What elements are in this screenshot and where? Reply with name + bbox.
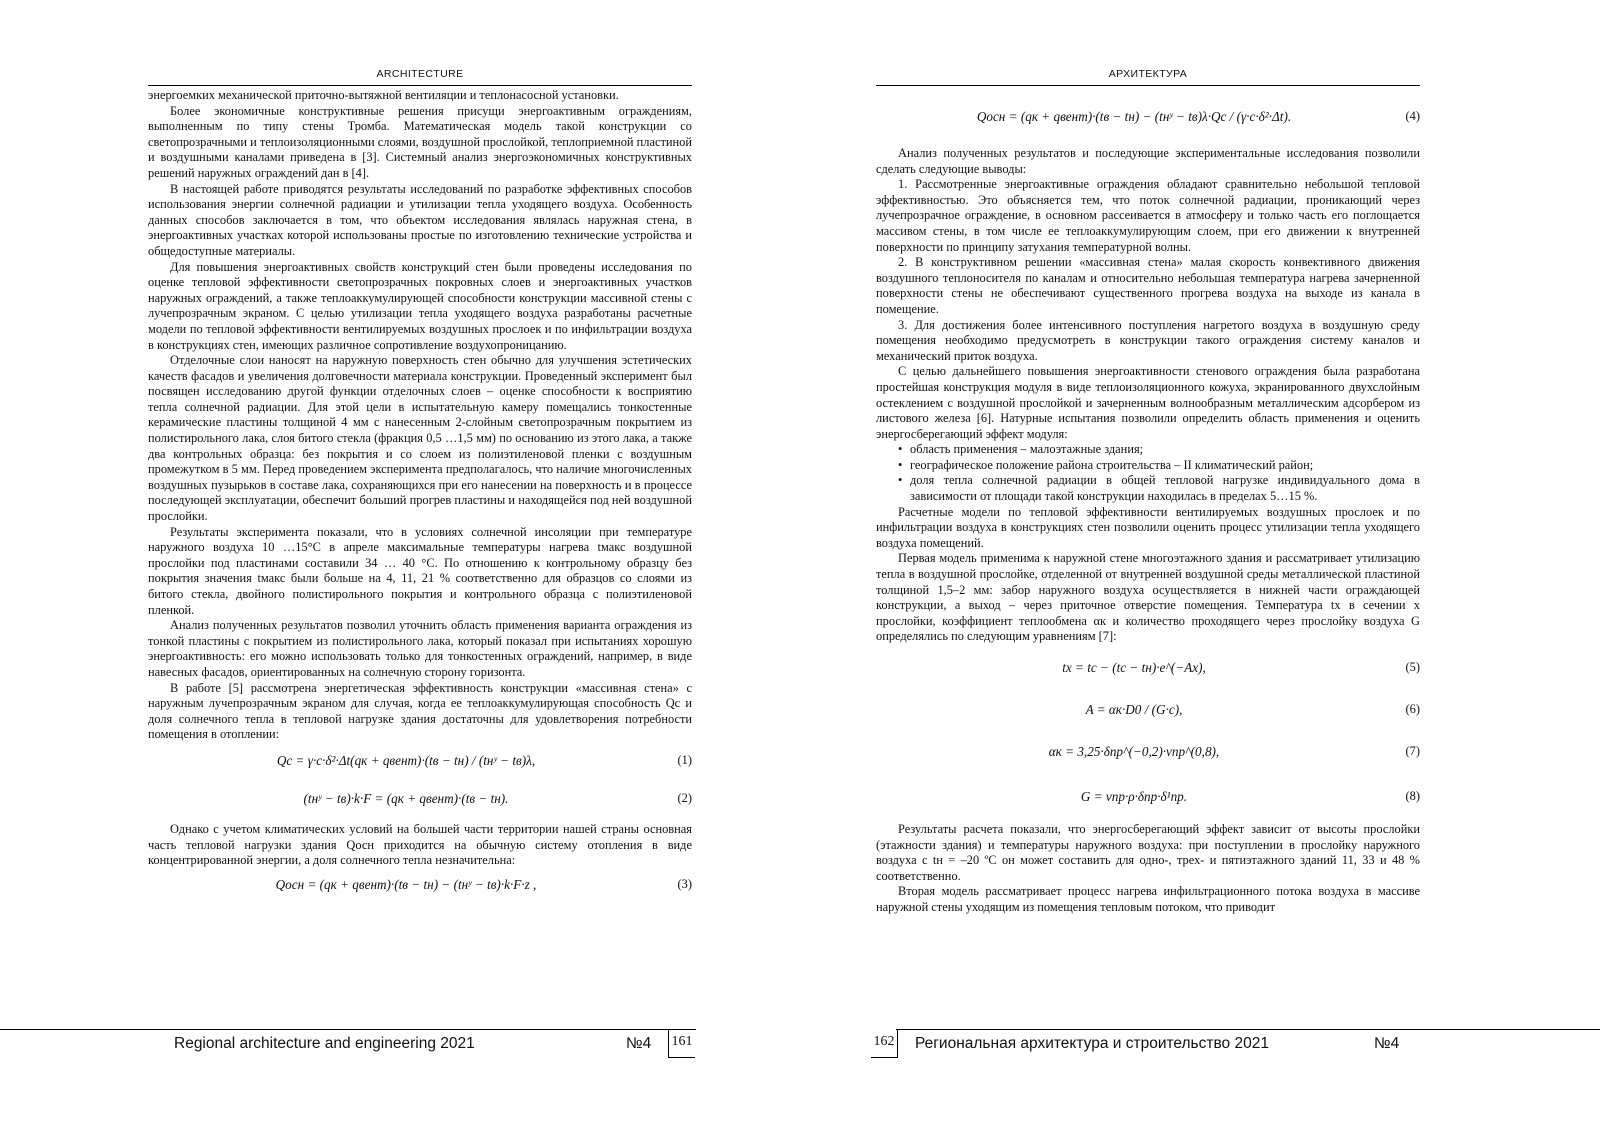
equation-5 [876, 648, 1420, 688]
page-number: 162 [871, 1030, 898, 1058]
header-rule [876, 85, 1420, 86]
equation-number: (7) [1405, 744, 1420, 759]
running-head: АРХИТЕКТУРА [1108, 68, 1188, 80]
paragraph: Анализ полученных результатов позволил уточнить область применения варианта ограждения из тонкой пластины с покрытием из полистирольного лака, который показал при испытаниях хорошую энергоактивность: его можно использовать только для тонкостенных ограждений, например, в виде навесных фасадов, ориентированных на солнечную сторону горизонта. [148, 618, 692, 679]
issue-number: №4 [626, 1035, 652, 1052]
equation-4 [876, 91, 1420, 143]
equation-number: (5) [1405, 660, 1420, 675]
running-head: ARCHITECTURE [376, 68, 464, 80]
paragraph: Результаты эксперимента показали, что в условиях солнечной инсоляции при температуре наружного воздуха 10 …15°C в апреле максимальные температуры нагрева tмакс воздушной прослойки под пластинами составили 34 … 40 °C. По отношению к контрольному образцу без покрытия значения tмакс были больше на 4, 11, 21 % соответственно для образцов со слоями из битого стекла, двойного полистирольного покрытия и контрольного образца с полиэтиленовой пленкой. [148, 524, 692, 617]
equation-formula: Qосн = (qк + qвент)·(tв − tн) − (tнʸ − tв)·k·F·z , [275, 876, 537, 892]
paragraph: 3. Для достижения более интенсивного поступления нагретого воздуха в воздушную среду помещения необходимо предусмотреть в конструкции такого ограждения систему каналов и механический приток воздуха. [876, 317, 1420, 363]
paragraph: Однако с учетом климатических условий на большей части территории нашей страны основная часть тепловой нагрузки здания Qосн приходится на обычную систему отопления в виде концентрированной энергии, а доля солнечного тепла незначительна: [148, 821, 692, 868]
bullet-item: • географическое положение района строительства – II климатический район; [898, 458, 1420, 474]
equation-formula: tx = tс − (tс − tн)·e^(−Ax), [1062, 660, 1206, 676]
issue-number: №4 [1374, 1035, 1400, 1052]
paragraph: Расчетные модели по тепловой эффективности вентилируемых воздушных прослоек и по инфильтрации воздуха в конструкциях стен позволили оценить процесс утилизации тепла уходящего воздуха помещений. [876, 504, 1420, 550]
equation-formula: αк = 3,25·δпр^(−0,2)·vпр^(0,8), [1048, 744, 1220, 760]
paragraph: Отделочные слои наносят на наружную поверхность стен обычно для улучшения эстетических качеств фасадов и увеличения долговечности материала конструкции. Проведенный эксперимент был посвящен исследованию другой функции отделочных слоев – оценке способности к восприятию тепла солнечной радиации. Для этой цели в испытательную камеру помещались тонкостенные керамические пластины толщиной 4 мм с нанесенным 2-слойным светопрозрачным покрытием из полистирольного лака, слоя битого стекла (фракция 0,5 …1,5 мм) по основанию из этого лака, а также два контрольных образца: без покрытия и со слоем из полиэтиленовой пленки с воздушным промежутком в 5 мм. Перед проведением эксперимента предполагалось, что наличие многочисленных воздушных пузырьков в составе лака, сохраняющихся при его нанесении на поверхность и в процессе последующей эксплуатации, обеспечит больший прогрев пластины и находящейся под ней воздушной прослойки. [148, 353, 692, 524]
bullet-list [876, 442, 1420, 504]
left-text-column [148, 88, 692, 1028]
paragraph: 1. Рассмотренные энергоактивные ограждения обладают сравнительно небольшой тепловой эффективностью. Это объясняется тем, что поток солнечной радиации, проникающий через лучепрозрачное ограждение, в основном рассеивается в атмосферу и только часть его поглощается массивом стены, в том числе ее теплоаккумулирующим слоем, при его движении к внутренней поверхности по принципу затухания температурной волны. [876, 177, 1420, 254]
paragraph: В работе [5] рассмотрена энергетическая эффективность конструкции «массивная стена» с наружным лучепрозрачным экраном для случая, когда ее теплоаккумулирующая способность Qс и доля солнечного тепла в тепловой нагрузке здания достаточны для удовлетворения потребности помещения в отоплении: [148, 680, 692, 742]
equation-number: (8) [1405, 789, 1420, 804]
footer-rule [0, 1029, 696, 1030]
equation-formula: G = vпр·ρ·δпр·δ¹пр. [1080, 789, 1188, 805]
paragraph: В настоящей работе приводятся результаты исследований по разработке эффективных способов использования энергии солнечной радиации и утилизации тепла уходящего воздуха. Особенность данных способов заключается в том, что объектом исследования являлась наружная стена, в энергоактивных участках которой использованы простые по изготовлению технические устройства и общедоступные материалы. [148, 181, 692, 258]
page-number: 161 [668, 1030, 695, 1058]
equation-1 [148, 746, 692, 776]
equation-6 [876, 691, 1420, 729]
equation-number: (3) [677, 876, 692, 891]
paragraph: энергоемких механической приточно-вытяжной вентиляции и теплонасосной установки. [148, 88, 619, 102]
bullet-item: • доля тепла солнечной радиации в общей тепловой нагрузке индивидуального дома в зависимости от площади такой конструкции находилась в пределах 5…15 %. [876, 473, 1420, 504]
right-text-column [876, 88, 1420, 1028]
equation-formula: A = αк·D0 / (G·c), [1085, 702, 1183, 718]
paragraph: Первая модель применима к наружной стене многоэтажного здания и рассматривает утилизацию тепла в воздушной прослойке, отделенной от внутренней воздушной среды металлической пластиной толщиной 1,5–2 мм: забор наружного воздуха осуществляется в нижней части ограждающей конструкции, а выход – через приточное отверстие помещения. Температура tx в сечении x прослойки, коэффициент теплообмена αк и количество проходящего через прослойку воздуха G определялись по следующим уравнениям [7]: [876, 551, 1420, 644]
equation-number: (1) [677, 753, 692, 768]
equation-formula: Qс = γ·c·δ²·Δt(qк + qвент)·(tв − tн) / (tнʸ − tв)λ, [276, 753, 536, 769]
paragraph: Анализ полученных результатов и последующие экспериментальные исследования позволили сделать следующие выводы: [876, 146, 1420, 176]
paragraph: Результаты расчета показали, что энергосберегающий эффект зависит от высоты прослойки (этажности здания) и температуры наружного воздуха: при поступлении в прослойку наружного воздуха с tн = –20 ºС он может составить для одно-, трех- и пятиэтажного зданий 11, 33 и 48 % соответственно. [876, 822, 1420, 883]
right-page [800, 0, 1600, 1132]
paragraph: Вторая модель рассматривает процесс нагрева инфильтрационного потока воздуха в массиве наружной стены уходящим из помещения тепловым потоком, что приводит [876, 884, 1420, 914]
equation-number: (6) [1405, 702, 1420, 717]
paragraph: С целью дальнейшего повышения энергоактивности стенового ограждения была разработана простейшая конструкция модуля в виде теплоизоляционного кожуха, экранированного двухслойным остеклением с воздушной прослойкой и зачерненным волнообразным металлическим адсорбером из листового железа [6]. Натурные испытания позволили определить область применения и оценить энергосберегающий эффект модуля: [876, 364, 1420, 441]
equation-number: (4) [1405, 109, 1420, 124]
journal-title: Региональная архитектура и строительство 2021 [915, 1035, 1269, 1052]
header-rule [148, 85, 692, 86]
equation-formula: (tнʸ − tв)·k·F = (qк + qвент)·(tв − tн). [303, 791, 509, 807]
equation-7 [876, 732, 1420, 772]
paragraph: Для повышения энергоактивных свойств конструкций стен были проведены исследования по оценке тепловой эффективности светопрозрачных покровных слоев и энергоактивных участков наружных ограждений, а также теплоаккумулирующей способности конструкции массивной стены с лучепрозрачным экраном. С целью утилизации тепла уходящего воздуха разработаны расчетные модели по тепловой эффективности вентилируемых воздушных прослоек и по инфильтрации воздуха в конструкциях стен, имеющих различное сопротивление воздухопроницанию. [148, 259, 692, 352]
equation-2 [148, 779, 692, 819]
equation-number: (2) [677, 791, 692, 806]
journal-title: Regional architecture and engineering 2021 [174, 1035, 475, 1052]
bullet-item: • область применения – малоэтажные здания; [898, 442, 1420, 458]
paragraph: 2. В конструктивном решении «массивная стена» малая скорость конвективного движения воздушного теплоносителя по каналам и относительно небольшая температура нагрева зачерненной поверхности стены не обеспечивают существенного прогрева воздуха на выходе из канала в помещение. [876, 255, 1420, 316]
footer-rule [896, 1029, 1600, 1030]
equation-formula: Qосн = (qк + qвент)·(tв − tн) − (tнʸ − tв)λ·Qс / (γ·c·δ²·Δt). [976, 109, 1292, 125]
equation-8 [876, 775, 1420, 819]
paragraph: Более экономичные конструктивные решения присущи энергоактивным ограждениям, выполненным по типу стены Тромба. Математическая модель такой конструкции со светопрозрачными и теплоизоляционными слоями, воздушной прослойкой, теплоприемной пластиной и воздушными каналами приведена в [3]. Системный анализ энергоэкономичных конструктивных решений наружных ограждений дан в [4]. [148, 103, 692, 180]
equation-3 [148, 872, 692, 898]
